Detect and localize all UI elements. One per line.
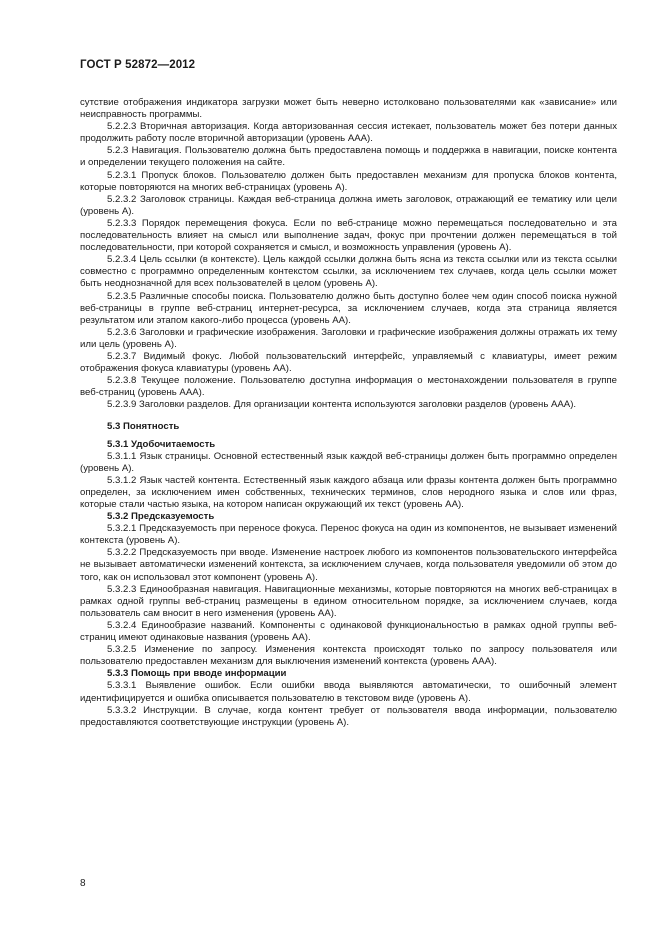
paragraph-5-2-3-7: 5.2.3.7 Видимый фокус. Любой пользовательский интерфейс, управляемый с клавиатуры, имеет режим отображения фокуса клавиатуры (уровень АА). [80, 350, 617, 375]
paragraph-5-2-3-9: 5.2.3.9 Заголовки разделов. Для организации контента используются заголовки разделов (уровень ААА). [107, 399, 577, 411]
paragraph-5-2-3: 5.2.3 Навигация. Пользователю должна быть предоставлена помощь и поддержка в навигации, поиске контента и определении текущего положения на сайте. [80, 145, 617, 169]
paragraph-5-3-2-2: 5.3.2.2 Предсказуемость при вводе. Изменение настроек любого из компонентов пользовательского интерфейса не вызывает автоматически изменений контекста, за исключением случаев, когда пользователя уведомили об этом до того, как он использовал этот компонент (уровень А). [80, 547, 617, 583]
paragraph-5-2-3-1: 5.2.3.1 Пропуск блоков. Пользователю должен быть предоставлен механизм для пропуска блоков контента, которые повторяются на многих веб-страницах (уровень А). [80, 169, 617, 193]
paragraph-5-2-3-5: 5.2.3.5 Различные способы поиска. Пользователю должно быть доступно более чем один способ поиска нужной веб-страницы в группе веб-страниц интернет-ресурса, за исключением случаев, когда эта страница является результатом или этапом какого-либо процесса (уровень АА). [80, 290, 617, 326]
section-heading-5-3-2: 5.3.2 Предсказуемость [107, 511, 215, 523]
paragraph-5-3-1-2: 5.3.1.2 Язык частей контента. Естественный язык каждого абзаца или фразы контента должен быть программно определен, за исключением имен собственных, технических терминов, слов неродного языка и слов или фраз, которые стали частью языка, на котором написан окружающий их текст (уровень АА). [80, 474, 617, 510]
paragraph-5-3-2-5: 5.3.2.5 Изменение по запросу. Изменения контекста происходят только по запросу пользователя или пользователю предоставлен механизм для выключения изменений контекста (уровень ААА). [80, 644, 617, 668]
paragraph-5-2-3-2: 5.2.3.2 Заголовок страницы. Каждая веб-страница должна иметь заголовок, отражающий ее тематику или цели (уровень А). [80, 193, 617, 217]
section-heading-5-3-1: 5.3.1 Удобочитаемость [107, 438, 216, 450]
paragraph-5-3-1-1: 5.3.1.1 Язык страницы. Основной естественный язык каждой веб-страницы должен быть программно определен (уровень А). [80, 450, 617, 474]
paragraph-5-3-3-1: 5.3.3.1 Выявление ошибок. Если ошибки ввода выявляются автоматически, то ошибочный элемент идентифицируется и ошибка описывается пользователю в текстовом виде (уровень А). [80, 680, 617, 704]
paragraph-5-2-2-3: 5.2.2.3 Вторичная авторизация. Когда авторизованная сессия истекает, пользователь может без потери данных продолжить работу после вторичной авторизации (уровень ААА). [80, 121, 617, 145]
document-header: ГОСТ Р 52872—2012 [80, 59, 196, 71]
paragraph-5-2-3-6: 5.2.3.6 Заголовки и графические изображения. Заголовки и графические изображения должны отражать их тему или цель (уровень А). [80, 326, 617, 350]
page-number: 8 [80, 878, 86, 889]
paragraph-5-3-2-3: 5.3.2.3 Единообразная навигация. Навигационные механизмы, которые повторяются на многих веб-страницах в рамках одной группы веб-страниц размещены в едином относительном порядке, за исключением случаев, когда пользователь сам вносит в него изменения (уровень АА). [80, 583, 617, 619]
section-heading-5-3-3: 5.3.3 Помощь при вводе информации [107, 668, 287, 680]
paragraph-5-2-3-8: 5.2.3.8 Текущее положение. Пользователю доступна информация о местонахождении пользователя в группе веб-страниц (уровень ААА). [80, 375, 617, 399]
paragraph-5-3-2-4: 5.3.2.4 Единообразие названий. Компоненты с одинаковой функциональностью в рамках одной группы веб-страниц имеют одинаковые названия (уровень АА). [80, 619, 617, 644]
paragraph-continuation: сутствие отображения индикатора загрузки может быть неверно истолковано пользователями как «зависание» или неисправность программы. [80, 97, 617, 121]
paragraph-5-3-3-2: 5.3.3.2 Инструкции. В случае, когда контент требует от пользователя ввода информации, пользователю предоставляются соответствующие инструкции (уровень А). [80, 704, 617, 728]
document-body [80, 97, 617, 729]
paragraph-5-2-3-3: 5.2.3.3 Порядок перемещения фокуса. Если по веб-странице можно перемещаться последовательно и эта последовательность влияет на смысл или выполнение задач, фокус при прочтении должен перемещаться в той последовательности, при которой сохраняется и смысл, и возможность управления (уровень А). [80, 217, 617, 254]
paragraph-5-2-3-4: 5.2.3.4 Цель ссылки (в контексте). Цель каждой ссылки должна быть ясна из текста ссылки или из текста ссылки совместно с программно определенным контекстом ссылки, за исключением тех случаев, когда цель ссылки может быть неоднозначной для всех пользователей в целом (уровень А). [80, 254, 617, 290]
section-heading-5-3: 5.3 Понятность [107, 421, 180, 433]
paragraph-5-3-2-1: 5.3.2.1 Предсказуемость при переносе фокуса. Перенос фокуса на один из компонентов, не вызывает изменений контекста (уровень А). [80, 523, 617, 547]
